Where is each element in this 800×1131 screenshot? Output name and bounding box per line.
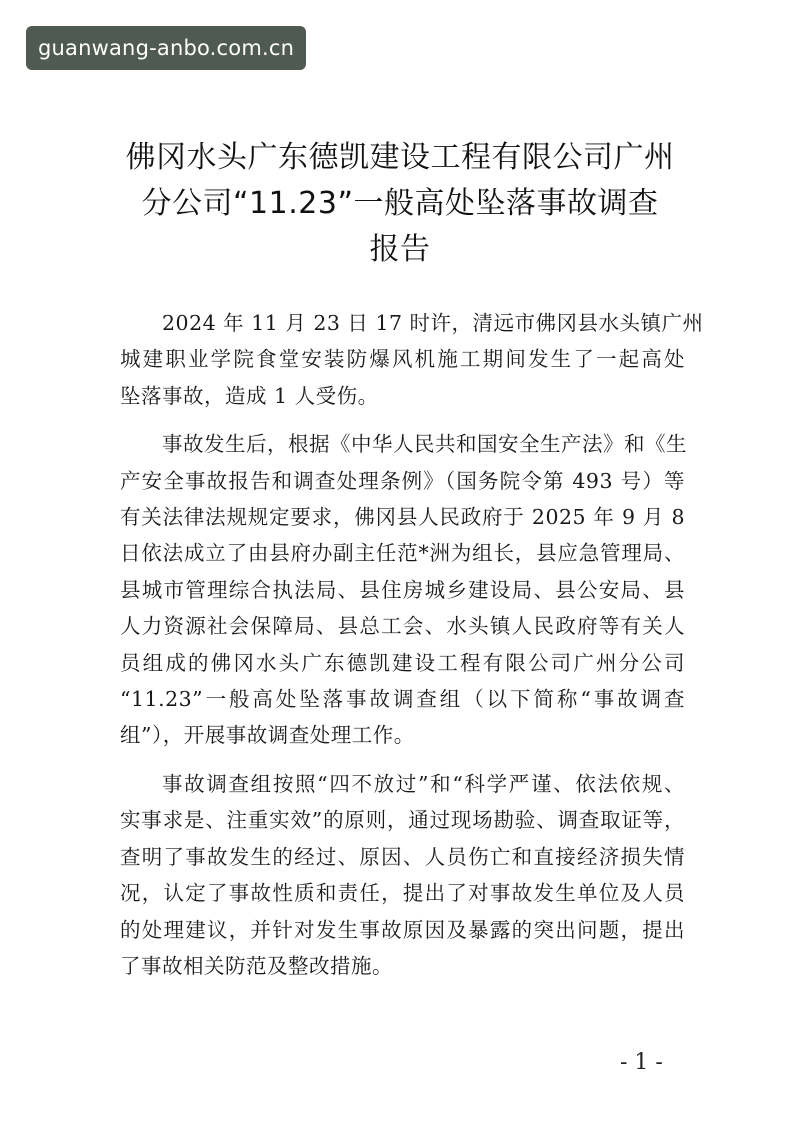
text-line: 城建职业学院食堂安装防爆风机施工期间发生了一起高处 <box>120 347 685 372</box>
paragraph-investigation-principles <box>120 766 685 984</box>
text-line: 实事求是、注重实效”的原则，通过现场勘验、调查取证等， <box>120 808 685 833</box>
text-line: 县城市管理综合执法局、县住房城乡建设局、县公安局、县 <box>120 577 685 602</box>
page-number: - 1 - <box>620 1050 663 1075</box>
paragraph-investigation-team <box>120 426 685 754</box>
document-body <box>120 305 704 996</box>
text-line: 况，认定了事故性质和责任，提出了对事故发生单位及人员 <box>120 881 685 906</box>
text-line: 产安全事故报告和调查处理条例》（国务院令第 493 号）等 <box>120 468 685 493</box>
text-line: 组”），开展事故调查处理工作。 <box>120 723 415 748</box>
text-line: “11.23”一般高处坠落事故调查组（以下简称“事故调查 <box>120 687 685 712</box>
title-line: 分公司“11.23”一般高处坠落事故调查 <box>141 186 659 221</box>
title-line: 报告 <box>369 232 431 267</box>
text-line: 员组成的佛冈水头广东德凯建设工程有限公司广州分公司 <box>120 650 685 675</box>
text-line: 坠落事故，造成 1 人受伤。 <box>120 383 379 408</box>
text-line: 了事故相关防范及整改措施。 <box>120 953 393 978</box>
text-line: 查明了事故发生的经过、原因、人员伤亡和直接经济损失情 <box>120 844 685 869</box>
watermark-badge: guanwang-anbo.com.cn <box>26 26 306 70</box>
text-line: 事故发生后，根据《中华人民共和国安全生产法》和《生 <box>162 432 687 457</box>
text-line: 人力资源社会保障局、县总工会、水头镇人民政府等有关人 <box>120 614 685 639</box>
text-line: 有关法律法规规定要求，佛冈县人民政府于 2025 年 9 月 8 <box>120 505 685 530</box>
document-title <box>90 135 710 273</box>
text-line: 事故调查组按照“四不放过”和“科学严谨、依法依规、 <box>162 771 685 796</box>
title-line: 佛冈水头广东德凯建设工程有限公司广州 <box>125 140 675 175</box>
text-line: 的处理建议，并针对发生事故原因及暴露的突出问题，提出 <box>120 917 685 942</box>
text-line: 2024 年 11 月 23 日 17 时许，清远市佛冈县水头镇广州 <box>162 311 704 335</box>
paragraph-incident-summary <box>120 305 704 414</box>
text-line: 日依法成立了由县府办副主任范*洲为组长，县应急管理局、 <box>120 541 685 566</box>
